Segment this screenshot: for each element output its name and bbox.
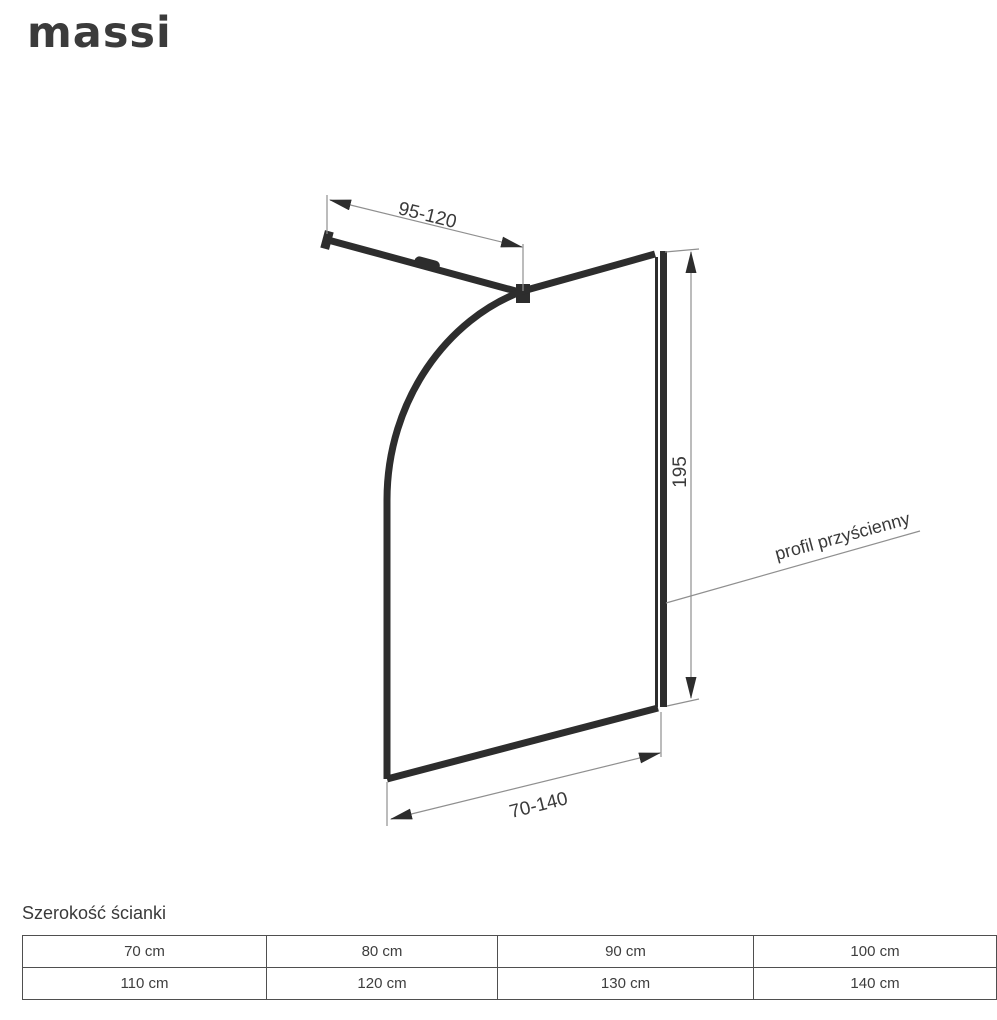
size-table-row (23, 968, 997, 1000)
profile-label: profil przyścienny (772, 508, 913, 565)
brand-logo: massi (27, 8, 172, 58)
size-table (22, 935, 997, 1000)
size-cell: 70 cm (23, 936, 267, 968)
dim-arm-value: 95-120 (396, 198, 459, 234)
size-cell: 130 cm (498, 968, 754, 1000)
size-table-row (23, 936, 997, 968)
size-cell: 110 cm (23, 968, 267, 1000)
panel-bottom-frame (387, 708, 658, 779)
size-cell: 140 cm (754, 968, 997, 1000)
size-cell: 90 cm (498, 936, 754, 968)
dim-height-value: 195 (670, 456, 691, 488)
size-cell: 120 cm (267, 968, 498, 1000)
size-cell: 100 cm (754, 936, 997, 968)
dim-height (665, 249, 699, 706)
panel-left-top-frame (387, 254, 655, 779)
dim-extension-line (665, 249, 699, 252)
dim-extension-line (667, 699, 699, 706)
profile-callout (666, 508, 920, 603)
glass-panel (387, 254, 658, 779)
dim-width-value: 70-140 (507, 788, 570, 824)
dim-arm-length (327, 195, 523, 291)
size-cell: 80 cm (267, 936, 498, 968)
size-table-caption: Szerokość ścianki (22, 903, 167, 923)
